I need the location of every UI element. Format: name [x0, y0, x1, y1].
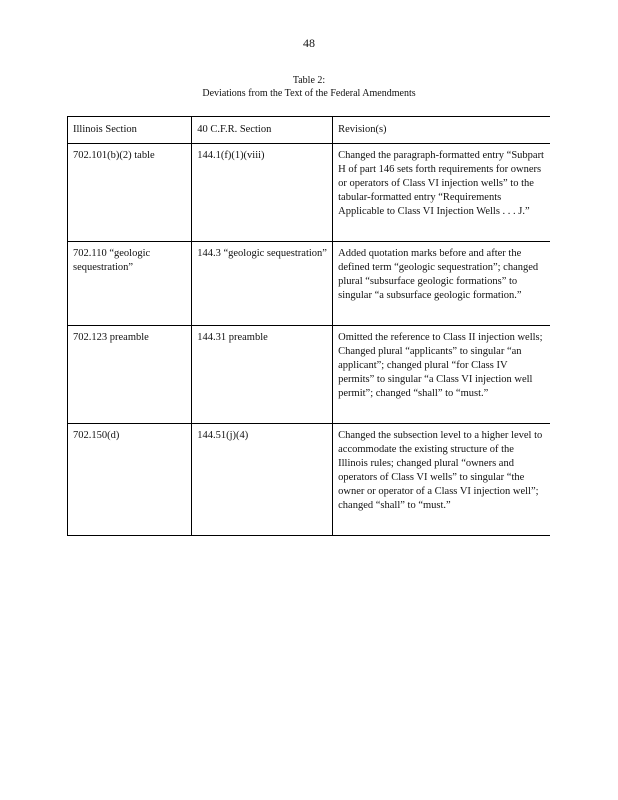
revision-cell: Added quotation marks before and after the defined term “geologic sequestration”; changed plural “subsurface geologic formations” to singular “a subsurface geologic formation.”	[333, 242, 550, 326]
table-row	[68, 144, 551, 242]
table-title: Table 2:	[292, 75, 326, 86]
deviations-table	[67, 116, 550, 536]
cfr-section-cell: 144.1(f)(1)(viii)	[192, 144, 333, 242]
header-illinois-section: Illinois Section	[68, 117, 192, 144]
cfr-section-cell: 144.31 preamble	[192, 326, 333, 424]
table-row	[68, 424, 551, 536]
header-cfr-section: 40 C.F.R. Section	[192, 117, 333, 144]
revision-cell: Changed the subsection level to a higher level to accommodate the existing structure of the Illinois rules; changed plural “owners and operators of Class VI wells” to singular “the owner or operator of a Class VI injection well”; changed “shall” to “must.”	[333, 424, 550, 536]
table-header-row	[68, 117, 551, 144]
illinois-section-cell: 702.150(d)	[68, 424, 192, 536]
revision-cell: Changed the paragraph-formatted entry “Subpart H of part 146 sets forth requirements for owners or operators of Class VI injection wells” to the tabular-formatted entry “Requirements Applicable to Class VI Injection Wells . . . J.”	[333, 144, 550, 242]
table-subtitle: Deviations from the Text of the Federal Amendments	[202, 88, 416, 99]
table-caption	[0, 74, 618, 100]
revision-cell: Omitted the reference to Class II injection wells; Changed plural “applicants” to singular “an applicant”; changed plural “for Class IV permits” to singular “a Class VI injection well permit”; changed “shall” to “must.”	[333, 326, 550, 424]
illinois-section-cell: 702.123 preamble	[68, 326, 192, 424]
illinois-section-cell: 702.101(b)(2) table	[68, 144, 192, 242]
illinois-section-cell: 702.110 “geologic sequestration”	[68, 242, 192, 326]
table-row	[68, 326, 551, 424]
cfr-section-cell: 144.3 “geologic sequestration”	[192, 242, 333, 326]
page-number: 48	[303, 36, 315, 50]
cfr-section-cell: 144.51(j)(4)	[192, 424, 333, 536]
table-row	[68, 242, 551, 326]
header-revisions: Revision(s)	[333, 117, 550, 144]
